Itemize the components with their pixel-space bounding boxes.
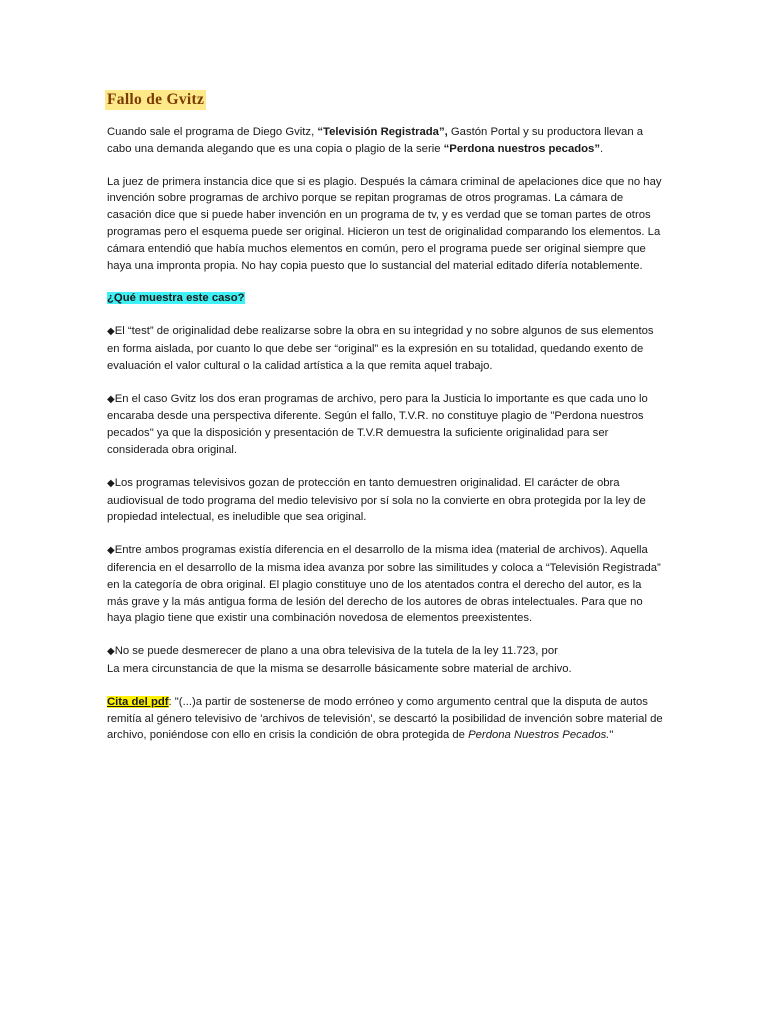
- bullet-text: Los programas televisivos gozan de protección en tanto demuestren originalidad. El carácter de obra audiovisual de todo programa del medio televisivo por sí sola no la convierte en obra protegida por la ley de propiedad intelectual, es ineludible que sea original.: [107, 476, 646, 524]
- question-text: ¿Qué muestra este caso?: [107, 292, 245, 305]
- bullet-item: [107, 475, 663, 526]
- intro-text-2: Gastón Portal y su productora llevan a cabo una demanda alegando que es una copia o plagio de la serie: [107, 126, 644, 155]
- bullet-text: El “test” de originalidad debe realizarse sobre la obra en su integridad y no sobre algunos de sus elementos en forma aislada, por cuanto lo que debe ser “original” es la expresión en su totalidad, quedando exento de evaluación el valor cultural o la calidad artística a la que remita aquel trabajo.: [107, 325, 654, 372]
- bullet-item: [107, 323, 663, 374]
- bullet-item: [107, 542, 663, 627]
- diamond-bullet-icon: ◆: [107, 393, 115, 405]
- intro-bold-tvr: “Televisión Registrada”,: [317, 126, 448, 138]
- quote-italic-title: Perdona Nuestros Pecados.: [468, 729, 610, 742]
- court-paragraph: La juez de primera instancia dice que si es plagio. Después la cámara criminal de apelaciones dice que no hay invención sobre programas de archivo porque se repitan programas de otros programas. La cámara de casación dice que si puede haber invención en un programa de tv, y es verdad que se toman partes de otros programas pero el esquema puede ser original. Hicieron un test de originalidad comparando los elementos. La cámara entendió que había muchos elementos en común, pero el programa puede ser original siempre que haya una impronta propia. No hay copia puesto que lo sustancial del material editado difería notablemente.: [107, 175, 662, 272]
- bullet-text-line1: No se puede desmerecer de plano a una obra televisiva de la tutela de la ley 11.723, por: [114, 645, 558, 658]
- bullet-item: [107, 391, 663, 459]
- diamond-bullet-icon: ◆: [107, 477, 115, 489]
- document-page: [107, 90, 663, 760]
- quote-text: : "(...)a partir de sostenerse de modo erróneo y como argumento central que la disputa de autos remitía al género televisivo de 'archivos de televisión', se descartó la posibilidad de invención sobre material de archivo, poniéndose con ello en crisis la condición de obra protegida de: [107, 695, 663, 742]
- quote-label: Cita del pdf: [107, 695, 169, 708]
- diamond-bullet-icon: ◆: [107, 646, 115, 658]
- bullet-text: Entre ambos programas existía diferencia en el desarrollo de la misma idea (material de archivos). Aquella diferencia en el desarrollo de la misma idea avanza por sobre las similitudes y coloca a “Televisión Registrada” en la categoría de obra original. El plagio constituye uno de los atentados contra el derecho del autor, es la más grave y la más antigua forma de lesión del derecho de los autores de obras intelectuales. Para que no haya plagio tiene que existir una combinación novedosa de elementos preexistentes.: [107, 544, 661, 625]
- bullet-item: [107, 643, 663, 678]
- diamond-bullet-icon: ◆: [107, 545, 115, 557]
- question-heading: [107, 290, 663, 307]
- quote-end: ": [609, 729, 614, 742]
- document-title: Fallo de Gvitz: [107, 91, 205, 108]
- intro-bold-pnp: “Perdona nuestros pecados”: [443, 142, 600, 155]
- intro-text-3: .: [599, 142, 604, 155]
- intro-text-1: Cuando sale el programa de Diego Gvitz,: [107, 126, 318, 138]
- bullet-text: En el caso Gvitz los dos eran programas de archivo, pero para la Justicia lo importante es que cada uno lo encaraba desde una perspectiva diferente. Según el fallo, T.V.R. no constituye plagio de "Perdona nuestros pecados" ya que la disposición y presentación de T.V.R demuestra la suficiente originalidad para ser considerada obra original.: [107, 392, 648, 456]
- bullet-text-line2: La mera circunstancia de que la misma se desarrolle básicamente sobre material de archivo.: [107, 662, 572, 675]
- diamond-bullet-icon: ◆: [107, 326, 115, 338]
- quote-paragraph: [107, 694, 663, 744]
- intro-paragraph: [107, 124, 663, 158]
